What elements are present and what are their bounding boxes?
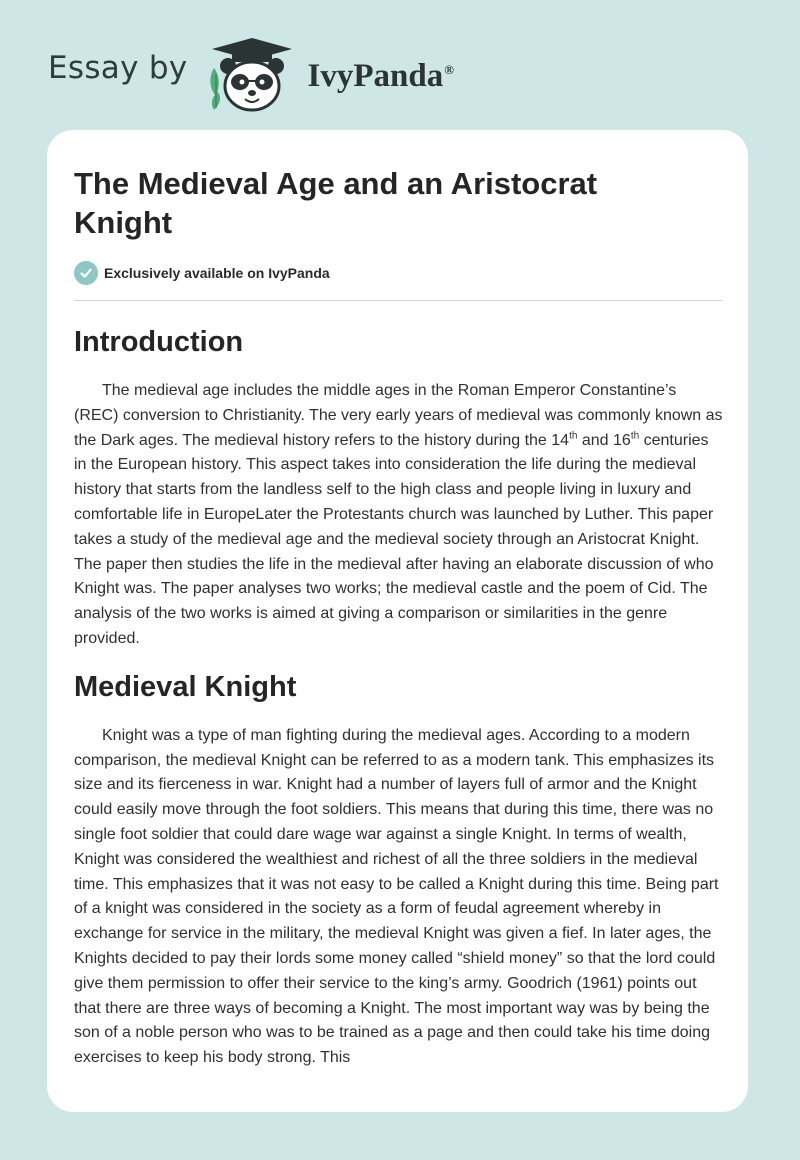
exclusive-badge: [74, 258, 721, 288]
section-heading-medieval-knight: Medieval Knight: [74, 670, 297, 703]
brand-essay-by: Essay by: [48, 50, 188, 86]
medieval-knight-paragraph: Knight was a type of man fighting during the medieval ages. According to a modern comparison, the medieval Knight can be referred to as a modern tank. This emphasizes its size and its fierceness in war. Knight had a number of layers full of armor and the Knight could easily move through the foot soldiers. This means that during this time, there was no single foot soldier that could dare wage war against a single Knight. In terms of wealth, Knight was considered the wealthiest and richest of all the three soldiers in the medieval time. This emphasizes that it was not easy to be called a Knight during this time. Being part of a knight was considered in the society as a form of feudal agreement whereby in exchange for service in the military, the medieval Knight was given a fief. In later ages, the Knights decided to pay their lords some money called “shield money” so that the lord could give them permission to offer their service to the king’s army. Goodrich (1961) points out that there are three ways of becoming a Knight. The most important way was by being the son of a noble person who was to be trained as a page and then could take his time doing exercises to keep his body strong. This: [74, 726, 719, 1067]
brand-header[interactable]: [48, 34, 454, 114]
panda-graduate-icon: [204, 34, 300, 114]
divider: [74, 300, 722, 301]
section-heading-introduction: Introduction: [74, 326, 244, 358]
exclusive-label: Exclusively available on IvyPanda: [104, 265, 330, 281]
essay-card: [47, 130, 748, 1112]
essay-title: The Medieval Age and an Aristocrat Knight: [74, 166, 598, 240]
introduction-paragraph: The medieval age includes the middle ages in the Roman Emperor Constantine’s (REC) conversion to Christianity. The very early years of medieval was commonly known as the Dark ages. The medieval history refers to the history during the 14th and 16th centuries in the European history. This aspect takes into consideration the life during the medieval history that starts from the landless self to the high class and people living in luxury and comfortable life in EuropeLater the Protestants church was launched by Luther. This paper takes a study of the medieval age and the medieval society through an Aristocrat Knight. The paper then studies the life in the medieval after having an elaborate discussion of who Knight was. The paper analyses two works; the medieval castle and the poem of Cid. The analysis of the two works is aimed at giving a comparison or similarities in the genre provided.: [74, 382, 723, 647]
brand-name: IvyPanda®: [307, 57, 454, 94]
check-icon: [74, 261, 98, 285]
